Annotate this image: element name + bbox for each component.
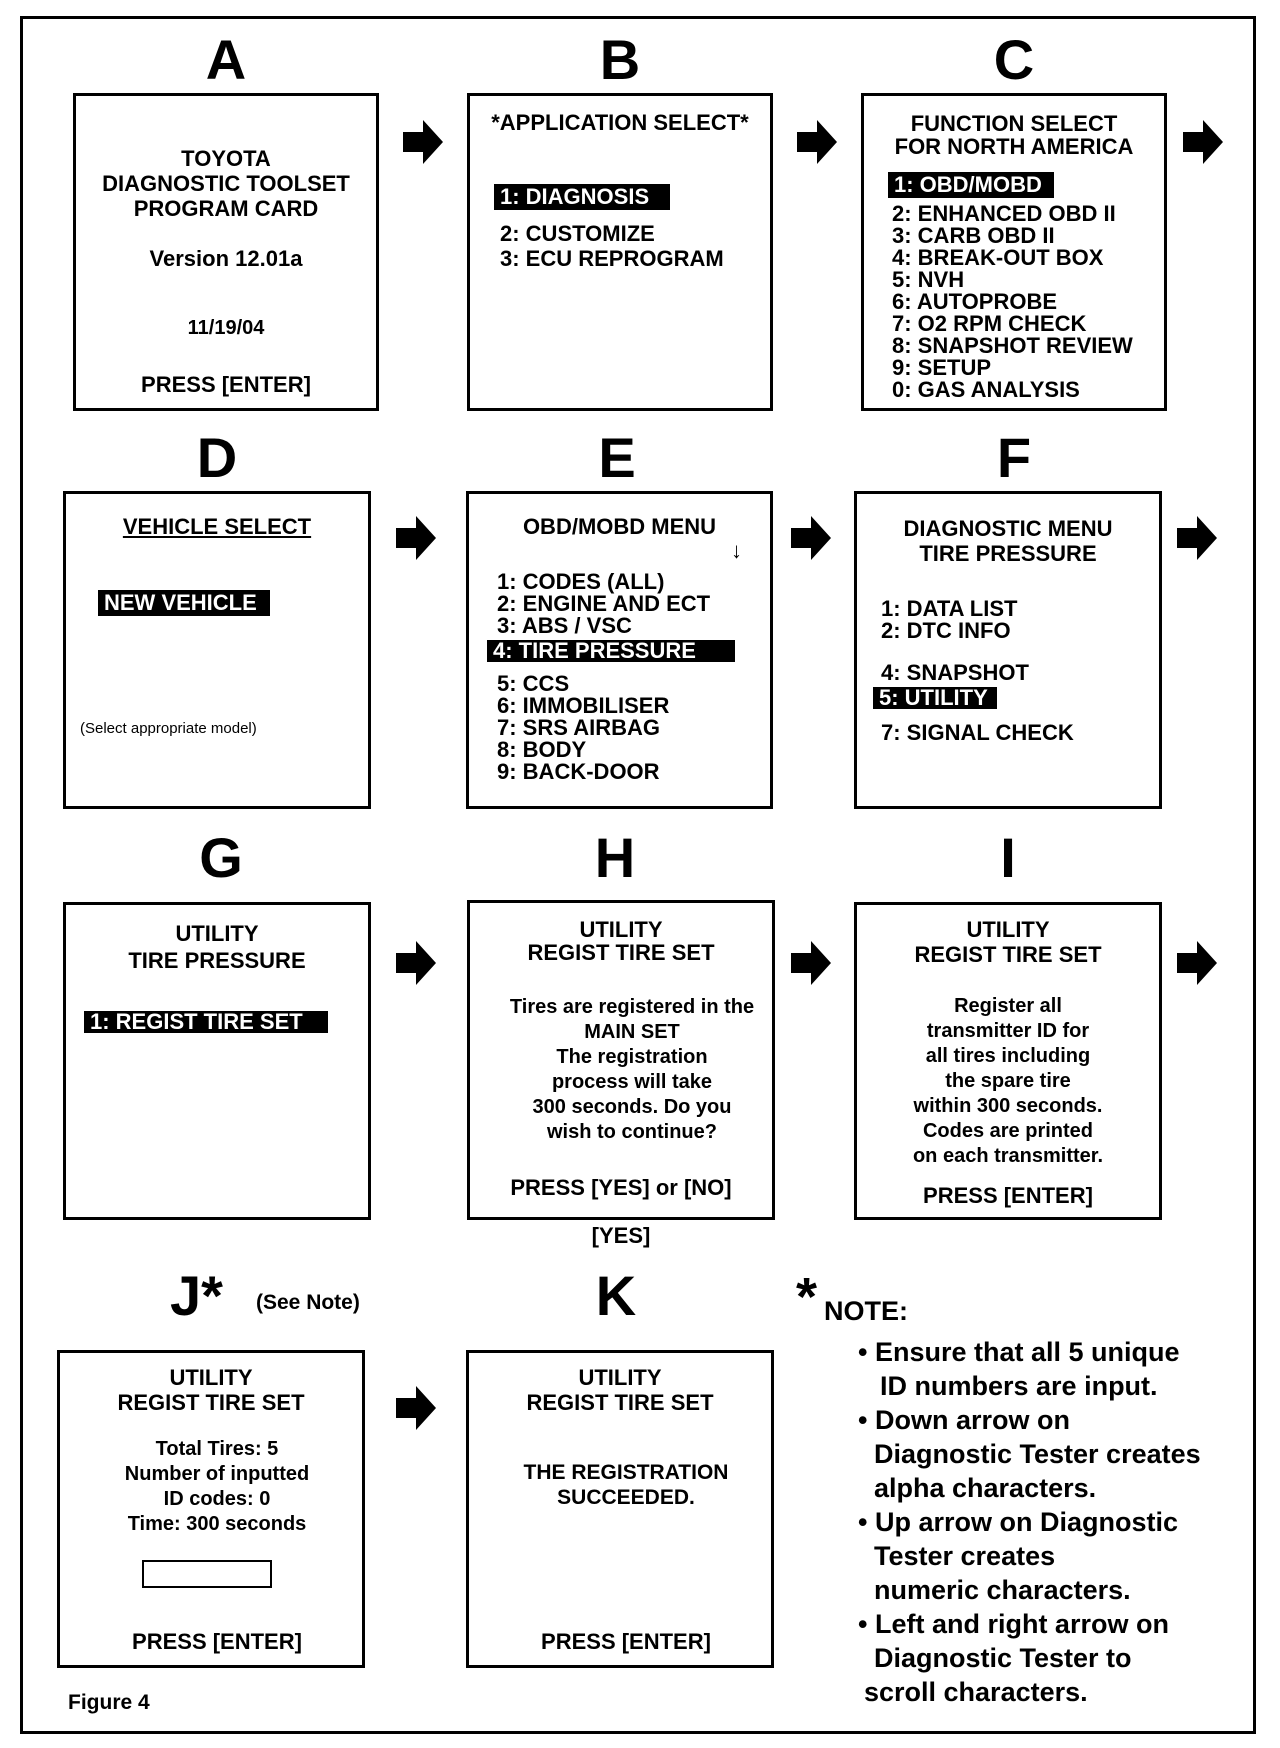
c-title-line1: FUNCTION SELECT	[910, 111, 1118, 136]
k-title-line1: UTILITY	[578, 1365, 662, 1390]
h-body-line4: process will take	[551, 1071, 713, 1093]
k-body-line1: THE REGISTRATION	[523, 1461, 729, 1484]
h-title-line2: REGIST TIRE SET	[527, 940, 715, 965]
j-see-note: (See Note)	[256, 1291, 360, 1314]
screen-h-regist-tire-set-confirm	[467, 900, 775, 1220]
panel-letter-i: I	[1000, 826, 1016, 889]
b-title: *APPLICATION SELECT*	[491, 110, 749, 135]
a-line-program-card: PROGRAM CARD	[133, 196, 319, 221]
i-title-line1: UTILITY	[966, 917, 1050, 942]
h-body-line6: wish to continue?	[547, 1121, 717, 1143]
k-title-line2: REGIST TIRE SET	[526, 1390, 714, 1415]
e-item-ccs[interactable]: 5: CCS	[497, 671, 570, 696]
id-code-input[interactable]	[142, 1560, 272, 1588]
j-total-tires: Total Tires: 5	[155, 1438, 279, 1460]
i-title-line2: REGIST TIRE SET	[914, 942, 1102, 967]
i-body-line7: on each transmitter.	[912, 1145, 1104, 1167]
panel-letter-c: C	[993, 28, 1035, 91]
right-arrow-icon	[403, 120, 443, 164]
e-item-srs-airbag[interactable]: 7: SRS AIRBAG	[497, 715, 660, 740]
a-press-enter: PRESS [ENTER]	[141, 372, 311, 397]
h-body-line5: 300 seconds. Do you	[532, 1096, 732, 1118]
j-time: Time: 300 seconds	[127, 1513, 307, 1535]
h-body-line3: The registration	[556, 1046, 708, 1068]
f-item-dtc-info[interactable]: 2: DTC INFO	[881, 618, 1011, 643]
c-item-snapshot-review[interactable]: 8: SNAPSHOT REVIEW	[892, 333, 1133, 358]
note-line-4: Diagnostic Tester creates	[874, 1439, 1201, 1469]
d-hint: (Select appropriate model)	[80, 720, 257, 737]
f-item-data-list[interactable]: 1: DATA LIST	[881, 596, 1018, 621]
right-arrow-icon	[1177, 941, 1217, 985]
a-version: Version 12.01a	[149, 246, 303, 271]
c-item-autoprobe[interactable]: 6: AUTOPROBE	[892, 289, 1058, 314]
h-body-line2: MAIN SET	[584, 1021, 680, 1043]
i-body-line2: transmitter ID for	[926, 1020, 1090, 1042]
note-line-9: • Left and right arrow on	[858, 1609, 1169, 1639]
b-item-customize[interactable]: 2: CUSTOMIZE	[500, 221, 655, 246]
k-press-enter: PRESS [ENTER]	[541, 1629, 711, 1654]
note-line-6: • Up arrow on Diagnostic	[858, 1507, 1178, 1537]
f-title-line2: TIRE PRESSURE	[919, 541, 1097, 566]
j-id-codes: ID codes: 0	[163, 1488, 271, 1510]
g-title-line1: UTILITY	[175, 921, 259, 946]
g-item-regist-tire-set-selected[interactable]: 1: REGIST TIRE SET	[84, 1011, 328, 1033]
right-arrow-icon	[396, 1386, 436, 1430]
right-arrow-icon	[797, 120, 837, 164]
scroll-down-arrow-icon: ↓	[731, 538, 742, 563]
j-press-enter: PRESS [ENTER]	[132, 1629, 302, 1654]
note-line-3: • Down arrow on	[858, 1405, 1070, 1435]
screen-i-register-transmitters	[854, 902, 1162, 1220]
panel-letter-f: F	[996, 426, 1032, 489]
a-line-toolset: DIAGNOSTIC TOOLSET	[102, 171, 350, 196]
j-title-line2: REGIST TIRE SET	[117, 1390, 305, 1415]
screen-a-program-card	[73, 93, 379, 411]
screen-b-application-select	[467, 93, 773, 411]
screen-g-utility-tire-pressure	[63, 902, 371, 1220]
f-item-snapshot[interactable]: 4: SNAPSHOT	[881, 660, 1029, 685]
h-title-line1: UTILITY	[579, 917, 663, 942]
note-line-1: • Ensure that all 5 unique	[858, 1337, 1180, 1367]
j-title-line1: UTILITY	[169, 1365, 253, 1390]
i-body-line5: within 300 seconds.	[913, 1095, 1103, 1117]
right-arrow-icon	[791, 516, 831, 560]
h-press-yes-no: PRESS [YES] or [NO]	[510, 1175, 732, 1200]
h-body-line1: Tires are registered in the	[509, 996, 755, 1018]
note-star: *	[796, 1267, 818, 1327]
c-title-line2: FOR NORTH AMERICA	[894, 134, 1134, 159]
c-item-o2-rpm-check[interactable]: 7: O2 RPM CHECK	[892, 311, 1087, 336]
note-heading: NOTE:	[824, 1296, 908, 1326]
note-line-5: alpha characters.	[874, 1473, 1097, 1503]
j-number-inputted: Number of inputted	[124, 1463, 310, 1485]
b-item-ecu-reprogram[interactable]: 3: ECU REPROGRAM	[500, 246, 724, 271]
screen-d-vehicle-select	[63, 491, 371, 809]
right-arrow-icon	[1177, 516, 1217, 560]
screen-e-obd-mobd-menu	[466, 491, 773, 809]
c-item-nvh[interactable]: 5: NVH	[892, 267, 965, 292]
panel-letter-k: K	[595, 1264, 637, 1327]
c-item-setup[interactable]: 9: SETUP	[892, 355, 992, 380]
panel-letter-a: A	[205, 28, 247, 91]
right-arrow-icon	[396, 941, 436, 985]
panel-letter-g: G	[199, 826, 243, 889]
e-item-abs-vsc[interactable]: 3: ABS / VSC	[497, 613, 632, 638]
c-item-break-out-box[interactable]: 4: BREAK-OUT BOX	[892, 245, 1104, 270]
h-yes-key-label: [YES]	[591, 1223, 651, 1248]
figure-caption: Figure 4	[68, 1691, 150, 1714]
c-item-carb-obd[interactable]: 3: CARB OBD II	[892, 223, 1055, 248]
i-body-line3: all tires including	[925, 1045, 1091, 1067]
e-item-immobiliser[interactable]: 6: IMMOBILISER	[497, 693, 670, 718]
panel-letter-b: B	[599, 28, 641, 91]
panel-letter-h: H	[594, 826, 636, 889]
b-item-diagnosis-selected[interactable]: 1: DIAGNOSIS	[494, 184, 670, 210]
d-new-vehicle-selected[interactable]: NEW VEHICLE	[98, 590, 270, 616]
a-line-toyota: TOYOTA	[181, 146, 271, 171]
note-line-2: ID numbers are input.	[880, 1371, 1158, 1401]
e-item-tire-pressure-selected[interactable]: 4: TIRE PRESSURE	[487, 640, 735, 662]
e-item-engine-ect[interactable]: 2: ENGINE AND ECT	[497, 591, 711, 616]
panel-letter-d: D	[196, 426, 238, 489]
k-body-line2: SUCCEEDED.	[557, 1486, 695, 1509]
e-item-back-door[interactable]: 9: BACK-DOOR	[497, 759, 660, 784]
f-title-line1: DIAGNOSTIC MENU	[903, 516, 1113, 541]
i-press-enter: PRESS [ENTER]	[923, 1183, 1093, 1208]
note-line-8: numeric characters.	[874, 1575, 1131, 1605]
c-item-obd-mobd-selected[interactable]: 1: OBD/MOBD	[888, 172, 1054, 198]
note-line-7: Tester creates	[874, 1541, 1056, 1571]
panel-letter-j: J*	[170, 1264, 223, 1327]
c-item-gas-analysis[interactable]: 0: GAS ANALYSIS	[892, 377, 1080, 402]
note-line-11: scroll characters.	[864, 1677, 1088, 1707]
right-arrow-icon	[1183, 120, 1223, 164]
f-item-signal-check[interactable]: 7: SIGNAL CHECK	[881, 720, 1074, 745]
panel-letter-e: E	[598, 426, 636, 489]
screen-k-registration-succeeded	[466, 1350, 774, 1668]
i-body-line4: the spare tire	[945, 1070, 1071, 1092]
right-arrow-icon	[396, 516, 436, 560]
c-item-enhanced-obd[interactable]: 2: ENHANCED OBD II	[892, 201, 1116, 226]
e-item-body[interactable]: 8: BODY	[497, 737, 587, 762]
i-body-line6: Codes are printed	[922, 1120, 1094, 1142]
d-title: VEHICLE SELECT	[122, 514, 312, 539]
g-title-line2: TIRE PRESSURE	[128, 948, 306, 973]
e-title: OBD/MOBD MENU	[522, 514, 717, 539]
screen-j-input-ids	[57, 1350, 365, 1668]
e-item-codes-all[interactable]: 1: CODES (ALL)	[497, 569, 665, 594]
f-item-utility-selected[interactable]: 5: UTILITY	[873, 687, 997, 709]
right-arrow-icon	[791, 941, 831, 985]
a-date: 11/19/04	[187, 317, 265, 339]
i-body-line1: Register all	[954, 995, 1062, 1017]
screen-f-diagnostic-menu	[854, 491, 1162, 809]
screen-c-function-select	[861, 93, 1167, 411]
note-line-10: Diagnostic Tester to	[874, 1643, 1132, 1673]
